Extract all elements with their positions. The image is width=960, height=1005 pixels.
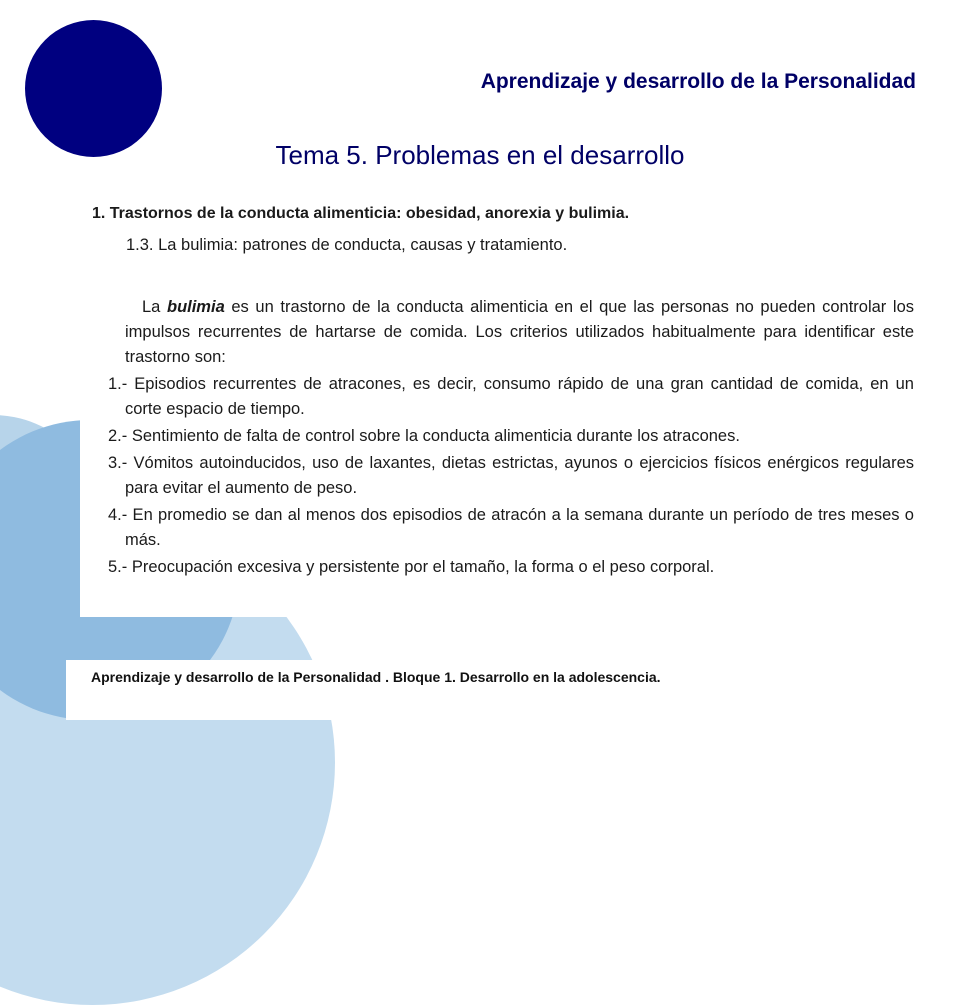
criterion-item: 2.- Sentimiento de falta de control sobre la conducta alimenticia durante los atracones.: [108, 427, 740, 445]
body-text: [108, 295, 914, 580]
subsection-heading: 1.3. La bulimia: patrones de conducta, causas y tratamiento.: [126, 236, 568, 254]
intro-text-start: La: [142, 298, 167, 316]
page-title: Tema 5. Problemas en el desarrollo: [275, 140, 685, 170]
criterion-item: 3.- Vómitos autoinducidos, uso de laxantes, dietas estrictas, ayunos o ejercicios físicos enérgicos regulares para evitar el aumento de peso.: [108, 454, 914, 497]
section-heading: 1. Trastornos de la conducta alimenticia: obesidad, anorexia y bulimia.: [92, 205, 630, 222]
criterion-item: 4.- En promedio se dan al menos dos episodios de atracón a la semana durante un período de tres meses o más.: [108, 506, 914, 549]
footer-text: Aprendizaje y desarrollo de la Personalidad . Bloque 1. Desarrollo en la adolescencia.: [91, 669, 661, 685]
intro-paragraph: [108, 295, 914, 370]
decorative-circle-navy: [25, 20, 162, 157]
criterion-item: 5.- Preocupación excesiva y persistente por el tamaño, la forma o el peso corporal.: [108, 558, 715, 576]
bulimia-term: bulimia: [166, 298, 225, 316]
intro-text-end: es un trastorno de la conducta alimenticia en el que las personas no pueden controlar los impulsos recurrentes de hartarse de comida. Los criterios utilizados habitualmente para identificar este trastorno son:: [125, 298, 915, 366]
criterion-item: 1.- Episodios recurrentes de atracones, es decir, consumo rápido de una gran cantidad de comida, en un corte espacio de tiempo.: [108, 375, 914, 418]
header-title: Aprendizaje y desarrollo de la Personalidad: [480, 70, 916, 93]
